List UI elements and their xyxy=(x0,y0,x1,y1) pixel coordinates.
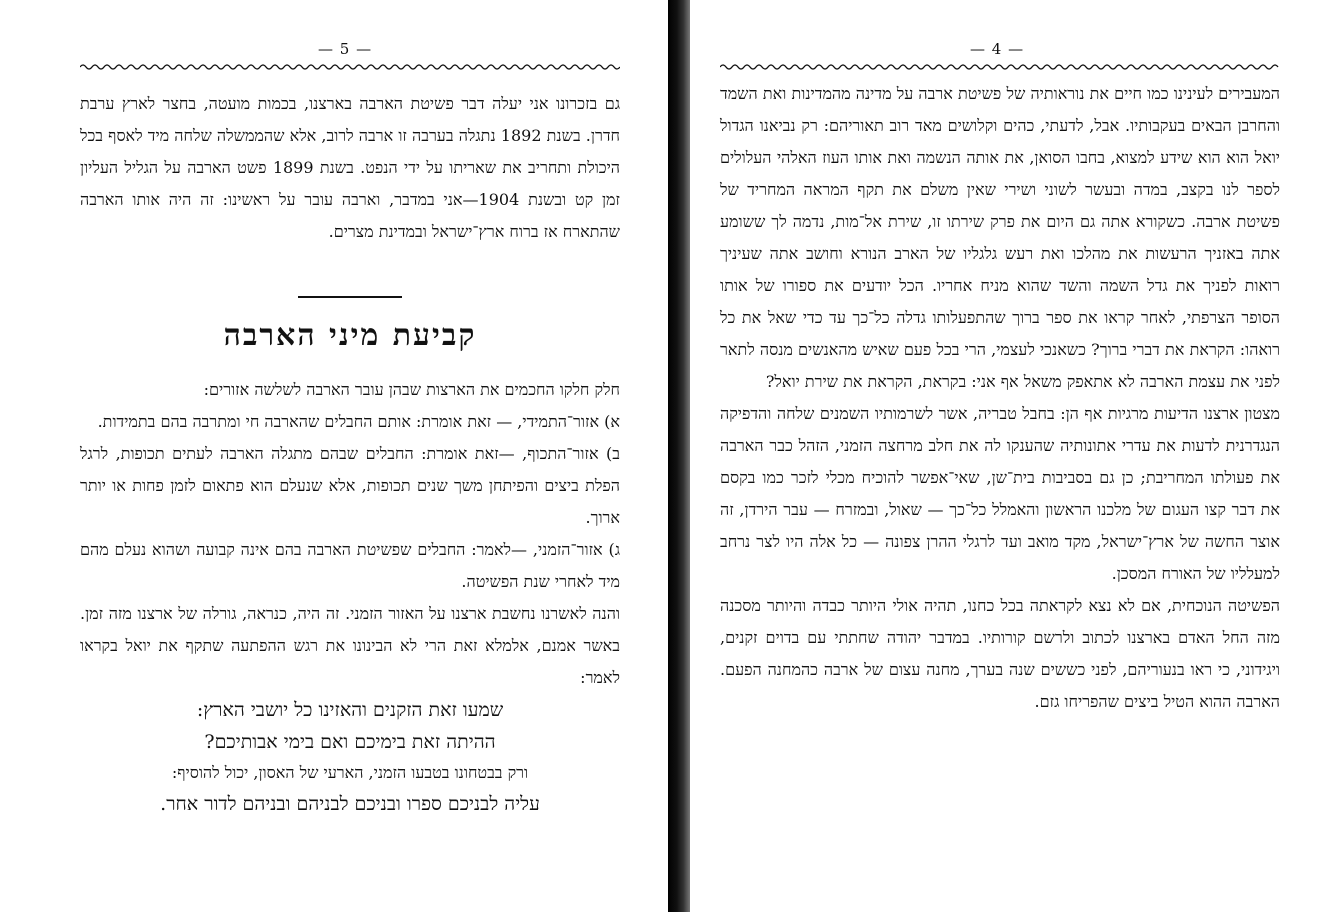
section-heading: קביעת מיני הארבה xyxy=(223,318,477,353)
body-paragraph: הפשיטה הנוכחית, אם לא נצא לקראתה בכל כחנו, תהיה אולי היותר כבדה והיותר מסכנה מזה החל האדם בארצנו לכתוב ולרשם קורותיו. במדבר יהודה שחתתי עם בדוים זקנים, ויגידוני, כי ראו בנעוריהם, לפני כששים שנה בערך, מחנה עצום של ארבה כהמחנה הפעם. הארבה ההוא הטיל ביצים שהפריחו גזם. xyxy=(720,596,1280,711)
verse-line: ההיתה זאת בימיכם ואם בימי אבותיכם? xyxy=(204,731,496,753)
wavy-rule-left xyxy=(80,62,620,72)
body-paragraph: ב) אזור־התכוף, —זאת אומרת: החבלים שבהם מתגלה הארבה לעתים תכופות, לרגל הפלת ביצים והפיתחן משך שנים תכופות, אלא שנעלם הוא פתאום לזמן פחות או יותר ארוך. xyxy=(80,444,620,527)
body-paragraph: א) אזור־התמידי, — זאת אומרת: אותם החבלים שהארבה חי ומתרבה בהם בתמידות. xyxy=(97,412,620,431)
closing-line: ורק בבטחונו בטבעו הזמני, הארעי של האסון, יכול להוסיף: xyxy=(171,763,529,782)
intro-text xyxy=(80,88,620,248)
body-paragraph: ג) אזור־הזמני, —לאמר: החבלים שפשיטת הארבה בהם אינה קבועה ושהוא נעלם מהם מיד לאחרי שנת הפשיטה. xyxy=(80,540,620,591)
body-paragraph: והנה לאשרנו נחשבת ארצנו על האזור הזמני. זה היה, כנראה, גורלה של ארצנו מזה זמן. באשר אמנם, אלמלא זאת הרי לא הבינונו את רגש ההפתעה שתקף את יואל בקראו לאמר: xyxy=(80,604,621,687)
intro-paragraph: גם בזכרונו אני יעלה דבר פשיטת הארבה בארצנו, בכמות מועטה, בחצר לארץ ערבת חדרן. בשנת 1892 נתגלה בערבה זו ארבה לרוב, אלא שהממשלה שלחה מיד לאסף בכל היכולת ותחריב את שאריתו על ידי הנפט. בשנת 1899 פשט הארבה על הגליל העליון זמן קט ובשנת 1904—אני במדבר, וארבה עובר על ראשינו: זה היה אותו הארבה שהתארח אז ברוח ארץ־ישראל ובמדינת מצרים. xyxy=(80,94,621,241)
page-number-right: — 4 — xyxy=(970,40,1025,58)
final-verse: עליה לבניכם ספרו ובניכם לבניהם ובניהם לדור אחר. xyxy=(160,793,540,815)
right-page-text xyxy=(720,78,1280,718)
body-paragraph: מצטון ארצנו הדיעות מרגיות אף הן: בחבל טבריה, אשר לשרמותיו השמנים שלחה והדפיקה הנגדרנית לדעות את עדרי אתונותיה שהענקו לה את חלב מרחצה הזמני, הזהל כבר הארבה את פעולתו המחריבת; כן גם בסביבות בית־שן, שאי־אפשר להוכיח מכלי לזכר כמו בקסם את דבר קצו העגום של מלכנו הראשון והאמלל כל־כך — שאול, ובמזרח — עבר הירדן, זה אוצר החשה של ארץ־ישראל, מקד מואב ועד לרגלי ההרן צפונה — כל אלה היו לצר נרחב למעלליו של האורח המסכן. xyxy=(720,404,1281,583)
body-paragraph: המעבירים לעינינו כמו חיים את נוראותיה של פשיטת ארבה על מדינה מהמדינות ואת השמד והחרבן הבאים בעקבותיו. אבל, לדעתי, כהים וקלושים מאד רוב תאוריהם: רק נביאנו הגדול יואל הוא הוא שידע למצוא, בחבו הסואן, את אותה הנשמה ואת אותו העוז האלהי העלולים לספר לנו בקצב, במדה ובעשר לשוני ושירי שאין משלם את תקף המראה המחריד של פשיטת ארבה. כשקורא אתה גם היום את פרק שירתו זו, שירת אל־מות, נדמה לך ששומע אתה באזניך הרעשות את מהלכו ואת רעש גלגליו של הארב הנורא וחושב אתה שעיניך רואות לפניך את גדל השמה והשד שהוא מניח אחריו. הכל יודעים את ספורו של אותו הסופר הצרפתי, לאחר קראו את ספר ברוך שהתפעלותו גדלה כל־כך עד כדי שאל את כל רואהו: הקראת את דברי ברוך? כשאנכי לעצמי, הרי בכל פעם שאיש מהאנשים מנסה לתאר לפני את עצמת הארבה לא אתאפק משאל אף אני: בקראת, הקראת את שירת יואל? xyxy=(720,84,1280,391)
body-paragraph: חלק חלקו החכמים את הארצות שבהן עובר הארבה לשלשה אזורים: xyxy=(203,380,620,399)
book-spine xyxy=(668,0,690,912)
right-page xyxy=(690,0,1328,912)
page-number-left: — 5 — xyxy=(318,40,373,58)
section-separator xyxy=(298,296,402,298)
wavy-rule-right xyxy=(720,62,1280,72)
section-body xyxy=(80,374,620,820)
verse-line: שמעו זאת הזקנים והאזינו כל יושבי הארץ: xyxy=(196,699,504,721)
